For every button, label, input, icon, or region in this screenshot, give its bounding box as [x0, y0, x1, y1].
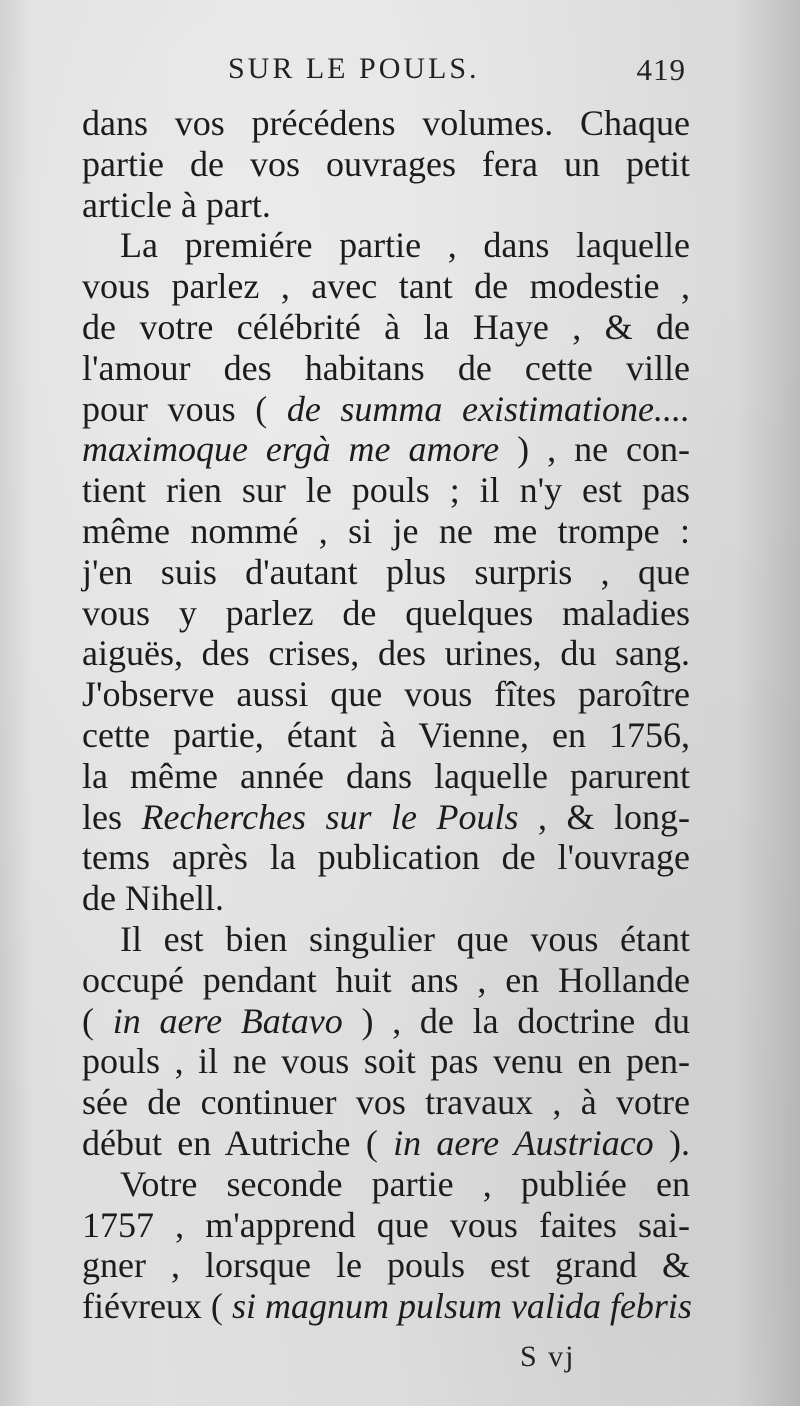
- text-line: de votre célébrité à la Haye , & de: [82, 306, 690, 347]
- text-segment: pour vous (: [82, 388, 287, 429]
- text-line: Votre seconde partie , publiée en: [120, 1163, 690, 1204]
- text-line: partie de vos ouvrages fera un petit: [82, 143, 690, 184]
- text-line: tient rien sur le pouls ; il n'y est pas: [82, 470, 690, 511]
- text-segment: fiévreux (: [82, 1286, 232, 1327]
- text-segment: ) , de la doctrine du: [342, 1000, 690, 1041]
- latin-quote: si magnum pulsum valida febris: [231, 1286, 692, 1327]
- text-line: [82, 797, 690, 838]
- text-line: [82, 429, 690, 470]
- signature-mark: S vj: [520, 1340, 576, 1373]
- text-line: cette partie, étant à Vienne, en 1756,: [82, 714, 690, 755]
- text-line: 1757 , m'apprend que vous faites sai-: [82, 1204, 690, 1245]
- book-title: Recherches sur le Pouls: [141, 796, 519, 837]
- text-line: Il est bien singulier que vous étant: [120, 918, 690, 959]
- latin-quote: in aere Batavo: [112, 1000, 343, 1041]
- text-segment: début en Autriche (: [82, 1122, 394, 1163]
- text-line: J'observe aussi que vous fîtes paroître: [82, 674, 690, 715]
- page-header: [80, 52, 692, 98]
- text-line: [82, 389, 690, 430]
- text-segment: les: [82, 796, 142, 837]
- text-line: de Nihell.: [82, 878, 224, 919]
- text-segment: (: [82, 1000, 113, 1041]
- text-line: pouls , il ne vous soit pas venu en pen-: [82, 1041, 690, 1082]
- running-head: SUR LE POULS.: [228, 52, 480, 85]
- text-line: l'amour des habitans de cette ville: [82, 347, 690, 388]
- text-line: j'en suis d'autant plus surpris , que: [82, 551, 690, 592]
- text-line: [82, 1001, 690, 1042]
- text-line: vous parlez , avec tant de modestie ,: [82, 266, 690, 307]
- page-number: 419: [636, 52, 686, 87]
- text-line: gner , lorsque le pouls est grand &: [82, 1245, 690, 1286]
- text-line: La premiére partie , dans laquelle: [120, 225, 690, 266]
- text-line: la même année dans laquelle parurent: [82, 755, 690, 796]
- text-line: occupé pendant huit ans , en Hollande: [82, 959, 690, 1000]
- text-line: dans vos précédens volumes. Chaque: [82, 103, 690, 143]
- text-line: [82, 1123, 690, 1164]
- text-line: même nommé , si je ne me trompe :: [82, 510, 690, 551]
- text-line: sée de continuer vos travaux , à votre: [82, 1082, 690, 1123]
- latin-quote: maximoque ergà me amore: [82, 429, 500, 470]
- text-line: tems après la publication de l'ouvrage: [82, 837, 690, 878]
- latin-quote: in aere Austriaco: [393, 1122, 654, 1163]
- text-line: vous y parlez de quelques maladies: [82, 592, 690, 633]
- text-line: article à part.: [82, 184, 271, 225]
- page-text: [82, 103, 690, 1327]
- text-segment: , & long-: [518, 796, 690, 837]
- text-line: aiguës, des crises, des urines, du sang.: [82, 633, 690, 674]
- text-segment: ).: [653, 1122, 690, 1163]
- latin-quote: de summa existimatione....: [286, 388, 690, 429]
- text-line: [82, 1286, 690, 1327]
- text-segment: ) , ne con-: [499, 429, 691, 470]
